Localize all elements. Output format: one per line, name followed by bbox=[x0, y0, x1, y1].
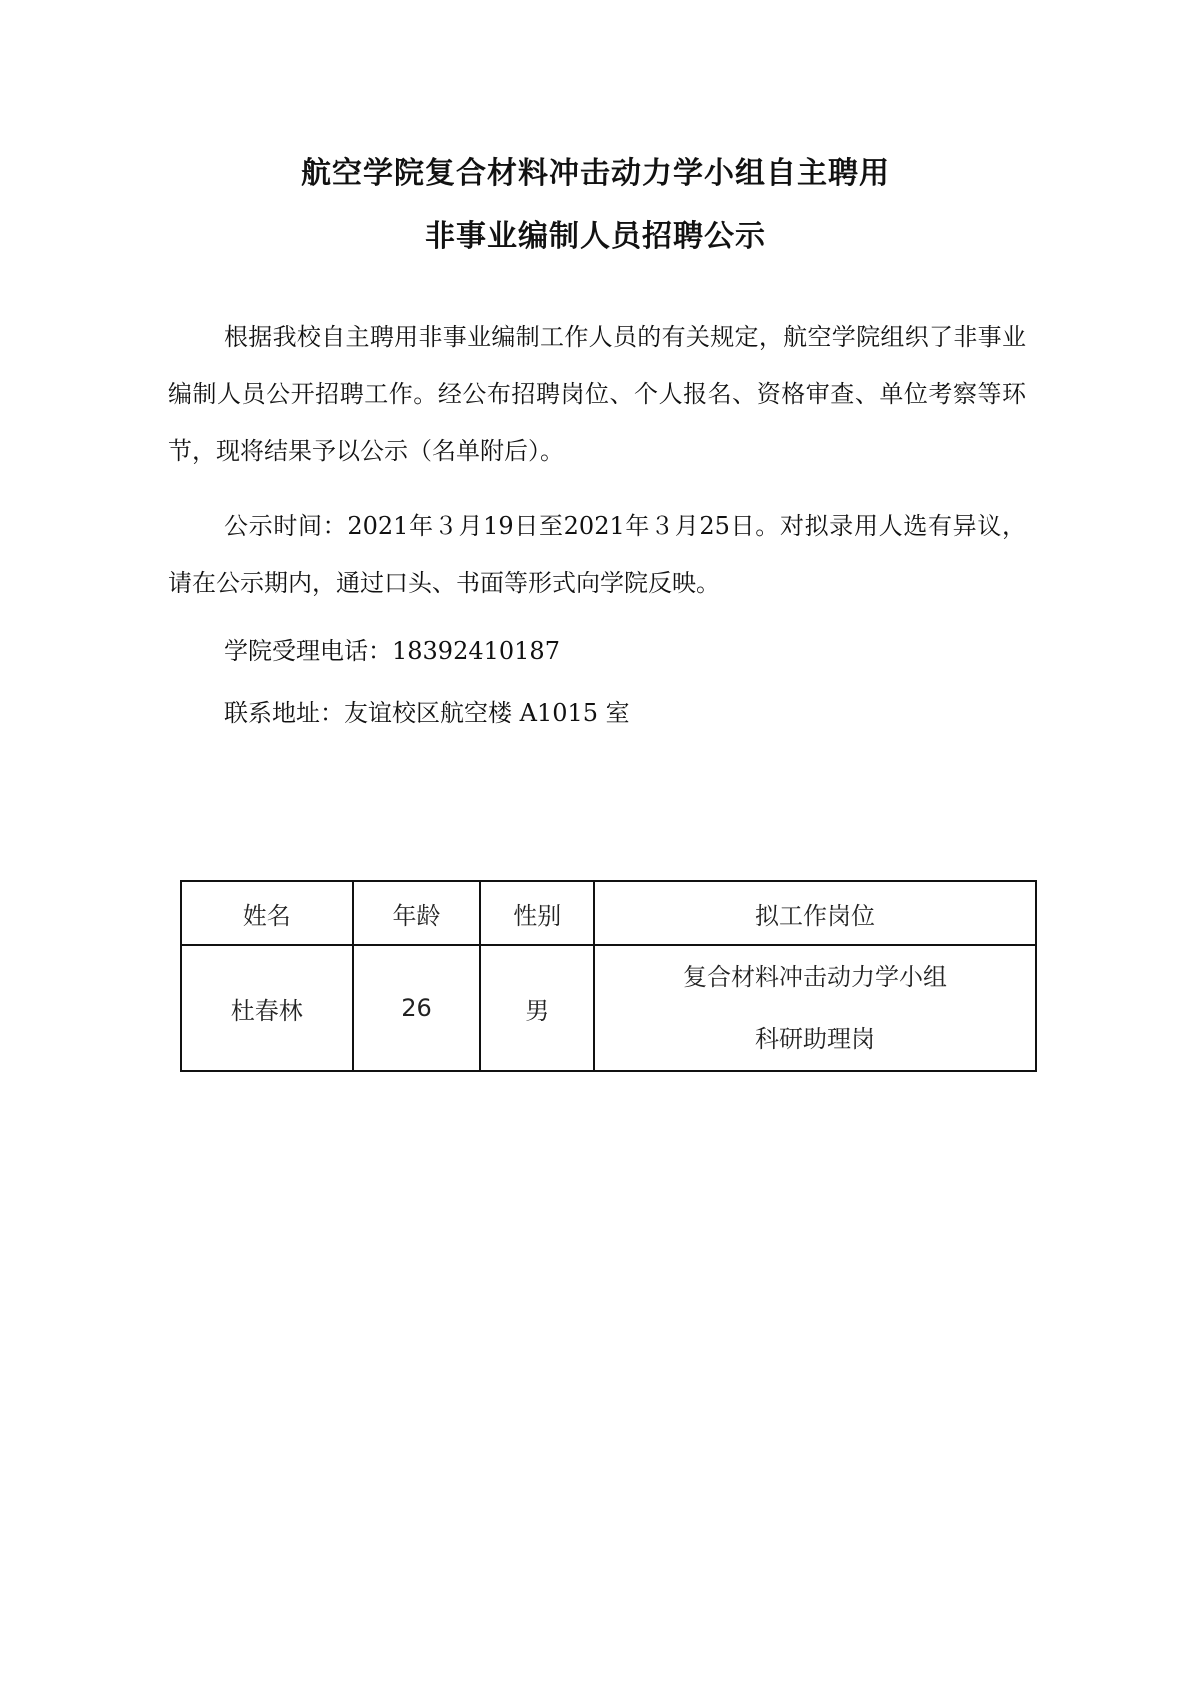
header-position: 拟工作岗位 bbox=[594, 881, 1036, 945]
cell-name: 杜春林 bbox=[181, 945, 353, 1071]
table-header-row bbox=[181, 881, 1036, 945]
document-title-line-1: 航空学院复合材料冲击动力学小组自主聘用 bbox=[301, 156, 890, 191]
cell-age: 26 bbox=[353, 945, 481, 1071]
header-gender: 性别 bbox=[480, 881, 594, 945]
contact-address-paragraph: 联系地址：友谊校区航空楼 A1015 室 bbox=[224, 699, 630, 727]
cell-position bbox=[594, 945, 1036, 1071]
cell-gender: 男 bbox=[480, 945, 594, 1071]
intro-paragraph: 根据我校自主聘用非事业编制工作人员的有关规定，航空学院组织了非事业编制人员公开招聘工作。经公布招聘岗位、个人报名、资格审查、单位考察等环节，现将结果予以公示（名单附后）。 bbox=[168, 323, 1026, 465]
candidate-table bbox=[180, 880, 1037, 1072]
position-line-1: 复合材料冲击动力学小组 bbox=[683, 963, 948, 991]
publicity-period-paragraph: 公示时间：2021年３月19日至2021年３月25日。对拟录用人选有异议，请在公示期内，通过口头、书面等形式向学院反映。 bbox=[168, 512, 1026, 597]
header-age: 年龄 bbox=[353, 881, 481, 945]
position-line-2: 科研助理岗 bbox=[755, 1025, 876, 1053]
document-title-line-2: 非事业编制人员招聘公示 bbox=[425, 219, 766, 254]
header-name: 姓名 bbox=[181, 881, 353, 945]
contact-phone-paragraph: 学院受理电话：18392410187 bbox=[224, 637, 560, 665]
table-row bbox=[181, 945, 1036, 1071]
